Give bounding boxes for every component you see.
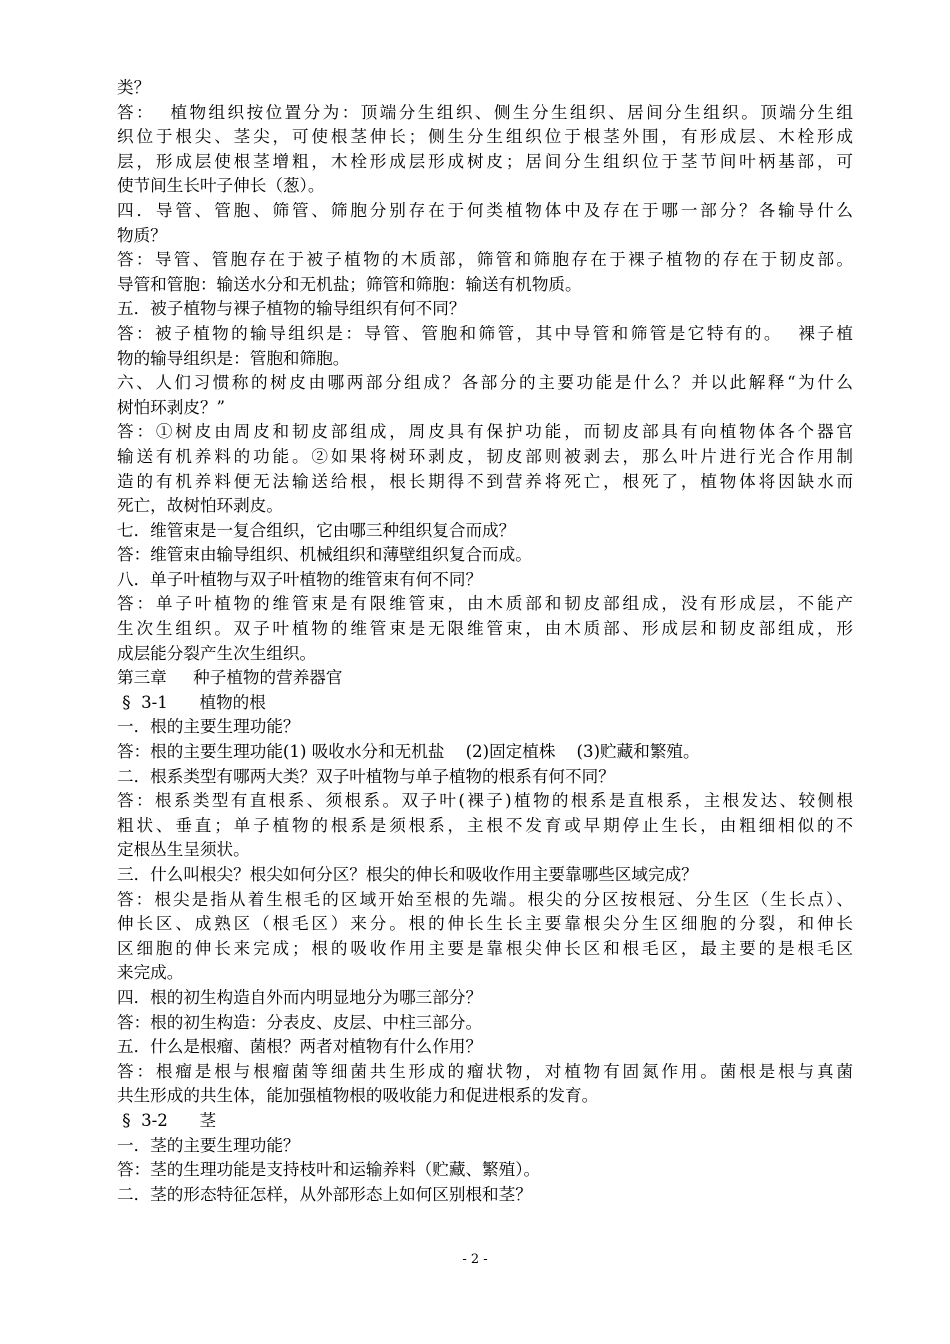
answer-line: 答：被子植物的输导组织是：导管、管胞和筛管，其中导管和筛管是它特有的。 裸子植	[117, 323, 853, 343]
answer-line: 导管和管胞：输送水分和无机盐；筛管和筛胞：输送有机物质。	[117, 274, 582, 294]
section-heading: § 3-1 植物的根	[117, 692, 266, 712]
answer-line: 输送有机养料的功能。②如果将树环剥皮，韧皮部则被剥去，那么叶片进行光合作用制	[117, 446, 853, 466]
answer-line: 答：根系类型有直根系、须根系。双子叶(裸子)植物的根系是直根系，主根发达、较侧根	[117, 791, 853, 811]
answer-line: 答：根尖是指从着生根毛的区域开始至根的先端。根尖的分区按根冠、分生区（生长点）、	[117, 889, 853, 909]
answer-line: 区细胞的伸长来完成；根的吸收作用主要是靠根尖伸长区和根毛区，最主要的是根毛区	[117, 938, 853, 958]
answer-line: 答：根的初生构造：分表皮、皮层、中柱三部分。	[117, 1012, 483, 1032]
chapter-heading: 第三章 种子植物的营养器官	[117, 668, 343, 688]
answer-line: 答：维管束由输导组织、机械组织和薄壁组织复合而成。	[117, 545, 532, 565]
question-line: 二．茎的形态特征怎样，从外部形态上如何区别根和茎？	[117, 1184, 532, 1204]
answer-line: 成层能分裂产生次生组织。	[117, 643, 317, 663]
question-line: 七．维管束是一复合组织，它由哪三种组织复合而成？	[117, 520, 516, 540]
question-line: 四．根的初生构造自外而内明显地分为哪三部分？	[117, 987, 483, 1007]
answer-line: 定根丛生呈须状。	[117, 840, 250, 860]
answer-line: 答：导管、管胞存在于被子植物的木质部，筛管和筛胞存在于裸子植物的存在于韧皮部。	[117, 250, 853, 270]
question-line: 五．被子植物与裸子植物的输导组织有何不同？	[117, 299, 466, 319]
answer-line: 答：茎的生理功能是支持枝叶和运输养料（贮藏、繁殖）。	[117, 1160, 541, 1180]
answer-line: 答：①树皮由周皮和韧皮部组成，周皮具有保护功能，而韧皮部具有向植物体各个器官	[117, 422, 853, 442]
answer-line: 答：根瘤是根与根瘤菌等细菌共生形成的瘤状物，对植物有固氮作用。菌根是根与真菌	[117, 1061, 853, 1081]
answer-line: 死亡，故树怕环剥皮。	[117, 496, 283, 516]
question-line: 物质？	[117, 225, 167, 245]
answer-line: 生次生组织。双子叶植物的维管束是无限维管束，由木质部、形成层和韧皮部组成，形	[117, 619, 853, 639]
question-line: 六、人们习惯称的树皮由哪两部分组成？各部分的主要功能是什么？并以此解释“为什么	[117, 373, 853, 393]
text-line: 织位于根尖、茎尖，可使根茎伸长；侧生分生组织位于根茎外围，有形成层、木栓形成	[117, 127, 853, 147]
answer-line: 答：单子叶植物的维管束是有限维管束，由木质部和韧皮部组成，没有形成层，不能产	[117, 594, 853, 614]
text-line: 使节间生长叶子伸长（葱）。	[117, 176, 325, 196]
answer-line: 物的输导组织是：管胞和筛胞。	[117, 348, 350, 368]
section-heading: § 3-2 茎	[117, 1110, 217, 1130]
question-line: 四．导管、管胞、筛管、筛胞分别存在于何类植物体中及存在于哪一部分？各输导什么	[117, 200, 853, 220]
question-line: 一．根的主要生理功能？	[117, 717, 300, 737]
question-line: 三．什么叫根尖？根尖如何分区？根尖的伸长和吸收作用主要靠哪些区域完成？	[117, 865, 698, 884]
answer-line: 共生形成的共生体，能加强植物根的吸收能力和促进根系的发育。	[117, 1086, 599, 1106]
answer-line: 伸长区、成熟区（根毛区）来分。根的伸长生长主要靠根尖分生区细胞的分裂，和伸长	[117, 914, 853, 934]
answer-line: 答：根的主要生理功能(1) 吸收水分和无机盐 (2)固定植株 (3)贮藏和繁殖。	[117, 742, 700, 762]
text-line: 答： 植物组织按位置分为：顶端分生组织、侧生分生组织、居间分生组织。顶端分生组	[117, 102, 853, 122]
question-line: 五．什么是根瘤、菌根？两者对植物有什么作用？	[117, 1037, 483, 1057]
question-line: 树怕环剥皮？”	[117, 397, 226, 417]
answer-line: 来完成。	[117, 963, 184, 983]
text-line: 层，形成层使根茎增粗，木栓形成层形成树皮；居间分生组织位于茎节间叶柄基部，可	[117, 151, 853, 171]
document-body	[117, 76, 853, 1207]
answer-line: 造的有机养料便无法输送给根，根长期得不到营养将死亡，根死了，植物体将因缺水而	[117, 471, 853, 491]
question-line: 二．根系类型有哪两大类？双子叶植物与单子植物的根系有何不同？	[117, 766, 615, 786]
text-line: 类？	[117, 78, 151, 97]
question-line: 一．茎的主要生理功能？	[117, 1135, 300, 1155]
question-line: 八．单子叶植物与双子叶植物的维管束有何不同？	[117, 569, 483, 589]
page-number: - 2 -	[462, 1252, 488, 1267]
answer-line: 粗状、垂直；单子植物的根系是须根系，主根不发育或早期停止生长，由粗细相似的不	[117, 815, 853, 835]
